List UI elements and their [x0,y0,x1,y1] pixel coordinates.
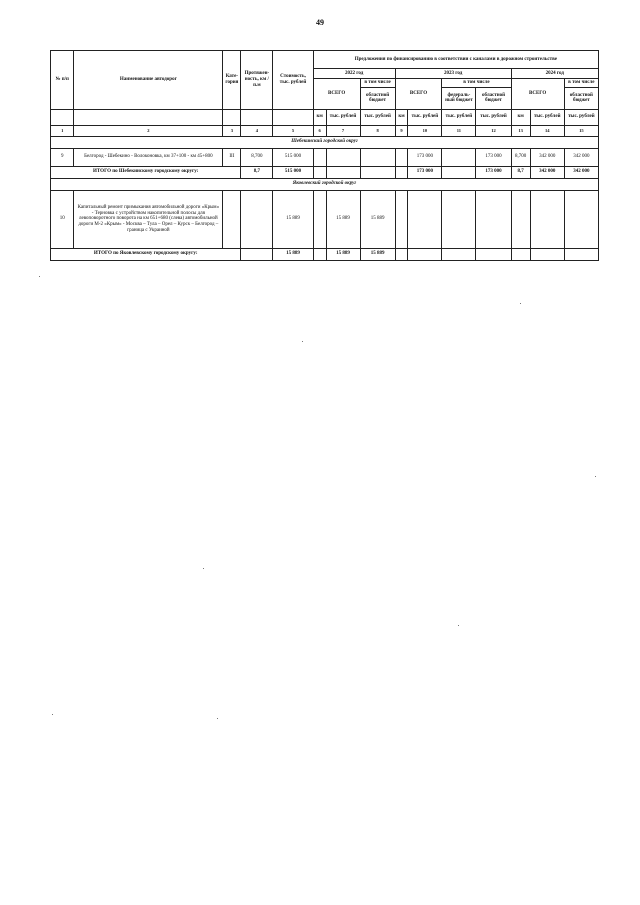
header-length: Протяжен-ность, км / п.м [241,51,273,110]
row-number: 9 [51,148,74,166]
scan-speck [302,341,303,342]
row-number: 10 [51,190,74,248]
header-rub-2022-total: тыс. рублей [326,109,360,125]
column-number: 11 [442,125,476,136]
total-2022: 15 889 [326,190,360,248]
road-length: 8,700 [241,148,273,166]
total-2022 [326,148,360,166]
total-2022: 15 889 [326,248,360,260]
regional-2022: 15 889 [360,190,395,248]
total-regional-2023: 173 000 [476,166,511,178]
total-2023: 173 000 [408,148,442,166]
column-number: 15 [564,125,598,136]
header-rub-2023-regional: тыс. рублей [476,109,511,125]
column-number: 4 [241,125,273,136]
km-2023 [395,148,408,166]
road-cost: 515 000 [273,148,313,166]
road-cost: 15 889 [273,190,313,248]
header-year-2024: 2024 год [511,69,598,79]
header-km-2023: км [395,109,408,125]
total-2024: 342 000 [530,166,564,178]
section-title: Шебекинский городской округ [51,136,599,148]
total-regional-2022: 15 889 [360,248,395,260]
section-total-row [51,166,599,178]
regional-2022 [360,148,395,166]
header-regional-2023: областной бюджет [476,87,511,109]
header-rub-2024-regional: тыс. рублей [564,109,598,125]
total-cost: 515 000 [273,166,313,178]
road-length [241,190,273,248]
header-name: Наименование автодорог [74,51,223,110]
header-total-2023: ВСЕГО [395,79,442,110]
header-incl-2022: в том числе [360,79,395,88]
total-km-2024: 8,7 [511,166,530,178]
total-regional-2024: 342 000 [564,166,598,178]
header-row-no: № п/п [51,51,74,110]
total-label: ИТОГО по Яковлевскому городскому округу: [51,248,241,260]
header-regional-2024: областной бюджет [564,87,598,109]
column-number: 7 [326,125,360,136]
header-rub-2024-total: тыс. рублей [530,109,564,125]
regional-2024: 342 000 [564,148,598,166]
section-header-yakovlevo [51,178,599,190]
header-year-2022: 2022 год [313,69,395,79]
header-incl-2023: в том числе [442,79,511,88]
column-number: 2 [74,125,223,136]
header-total-2022: ВСЕГО [313,79,360,110]
column-number: 10 [408,125,442,136]
total-2024: 342 000 [530,148,564,166]
scan-speck [458,625,459,626]
column-number: 12 [476,125,511,136]
header-rub-2022-regional: тыс. рублей [360,109,395,125]
header-km-2024: км [511,109,530,125]
header-rub-2023-total: тыс. рублей [408,109,442,125]
column-number: 14 [530,125,564,136]
scan-speck [595,476,596,477]
section-total-row [51,248,599,260]
scan-speck [217,718,218,719]
road-category [223,190,241,248]
header-row-5 [51,109,599,125]
header-incl-2024: в том числе [564,79,598,88]
scan-speck [203,568,204,569]
table-row [51,190,599,248]
column-number: 1 [51,125,74,136]
section-header-shebekino [51,136,599,148]
total-label: ИТОГО по Шебекинскому городскому округу: [51,166,241,178]
column-number: 5 [273,125,313,136]
page-number: 49 [316,18,324,27]
table-row [51,148,599,166]
scan-speck [52,714,53,715]
column-number: 3 [223,125,241,136]
header-year-2023: 2023 год [395,69,511,79]
header-cost: Стоимость, тыс. рублей [273,51,313,110]
header-row-1 [51,51,599,69]
total-length: 8,7 [241,166,273,178]
road-financing-table [50,50,599,261]
column-number: 8 [360,125,395,136]
column-numbers-row [51,125,599,136]
section-title: Яковлевский городской округ [51,178,599,190]
regional-2023: 173 000 [476,148,511,166]
scan-speck [39,276,40,277]
header-federal-2023: федераль-ный бюджет [442,87,476,109]
road-name: Капитальный ремонт примыкания автомобильной дороги «Крым» - Терновка с устройством накопительной полосы для левоповоротного поворота на км 651+680 (слева) автомобильной дороги М-2 «Крым» - Москва – Тула – Орел – Курск – Белгород – граница с Украиной [74,190,223,248]
header-total-2024: ВСЕГО [511,79,564,110]
km-2022 [313,148,326,166]
km-2024: 8,700 [511,148,530,166]
total-2023: 173 000 [408,166,442,178]
header-regional-2022: областной бюджет [360,87,395,109]
road-name: Белгород - Шебекино - Волоконовка, км 37+100 - км 45+800 [74,148,223,166]
header-km-2022: км [313,109,326,125]
header-category: Кате-гория [223,51,241,110]
federal-2023 [442,148,476,166]
column-number: 13 [511,125,530,136]
total-cost: 15 889 [273,248,313,260]
header-financing: Предложения по финансированию в соответствии с каналами в дорожном строительстве [313,51,598,69]
scan-speck [520,303,521,304]
road-category: III [223,148,241,166]
column-number: 9 [395,125,408,136]
km-2022 [313,190,326,248]
column-number: 6 [313,125,326,136]
header-rub-2023-federal: тыс. рублей [442,109,476,125]
